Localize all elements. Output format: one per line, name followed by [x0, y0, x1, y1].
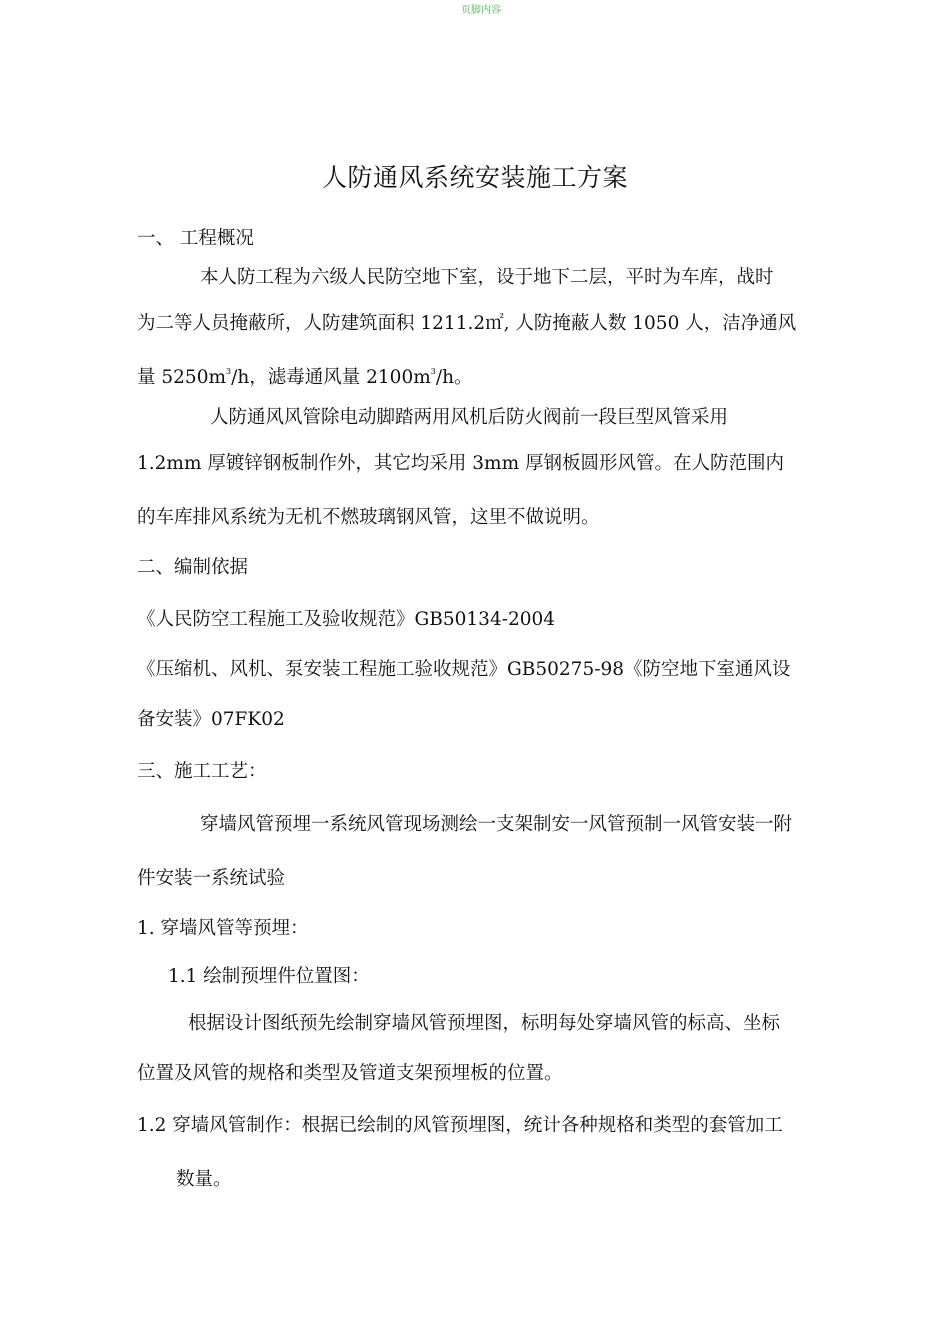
reference-line: 《人民防空工程施工及验收规范》GB50134-2004 — [137, 609, 556, 630]
paragraph-line: 1.2mm 厚镀锌钢板制作外，其它均采用 3mm 厚钢板圆形风管。在人防范围内 — [137, 453, 785, 474]
document-title: 人防通风系统安装施工方案 — [321, 163, 628, 192]
section-heading-process: 三、施工工艺： — [137, 761, 267, 782]
process-flow-line: 穿墙风管预埋一系统风管现场测绘一支架制安一风管预制一风管安装一附 — [200, 814, 793, 835]
paragraph-line: 根据设计图纸预先绘制穿墙风管预埋图，标明每处穿墙风管的标高、坐标 — [188, 1013, 781, 1034]
process-flow-line: 件安装一系统试验 — [137, 868, 286, 889]
subheading-fabrication: 1.2 穿墙风管制作：根据已绘制的风管预埋图，统计各种规格和类型的套管加工 — [137, 1115, 783, 1136]
unit-superscript: 3 — [226, 367, 232, 376]
reference-line: 《压缩机、风机、泵安装工程施工验收规范》GB50275-98《防空地下室通风设 — [137, 659, 791, 680]
section-heading-overview: 一、 工程概况 — [137, 228, 254, 249]
reference-line: 备安装》07FK02 — [137, 709, 285, 730]
airflow-unit-text: /h。 — [435, 367, 473, 388]
unit-superscript: 3 — [430, 367, 436, 376]
paragraph-line — [137, 359, 473, 391]
subheading-embedding: 1. 穿墙风管等预埋： — [137, 918, 309, 939]
section-heading-basis: 二、编制依据 — [137, 557, 249, 578]
airflow-clean-text: 量 5250m — [137, 367, 227, 388]
subheading-drawing: 1.1 绘制预埋件位置图： — [168, 966, 370, 987]
paragraph-line: 本人防工程为六级人民防空地下室，设于地下二层，平时为车库，战时 — [200, 267, 774, 288]
airflow-filter-text: /h，滤毒通风量 2100m — [231, 367, 431, 388]
paragraph-line: 位置及风管的规格和类型及管道支架预埋板的位置。 — [137, 1063, 563, 1084]
paragraph-line: 数量。 — [176, 1169, 232, 1190]
paragraph-line: 的车库排风系统为无机不燃玻璃钢风管，这里不做说明。 — [137, 507, 600, 528]
paragraph-line: 为二等人员掩蔽所，人防建筑面积 1211.2㎡, 人防掩蔽人数 1050 人，洁净通风 — [137, 313, 797, 334]
paragraph-line: 人防通风风管除电动脚踏两用风机后防火阀前一段巨型风管采用 — [210, 407, 729, 428]
header-note: 页脚内容 — [461, 5, 501, 16]
